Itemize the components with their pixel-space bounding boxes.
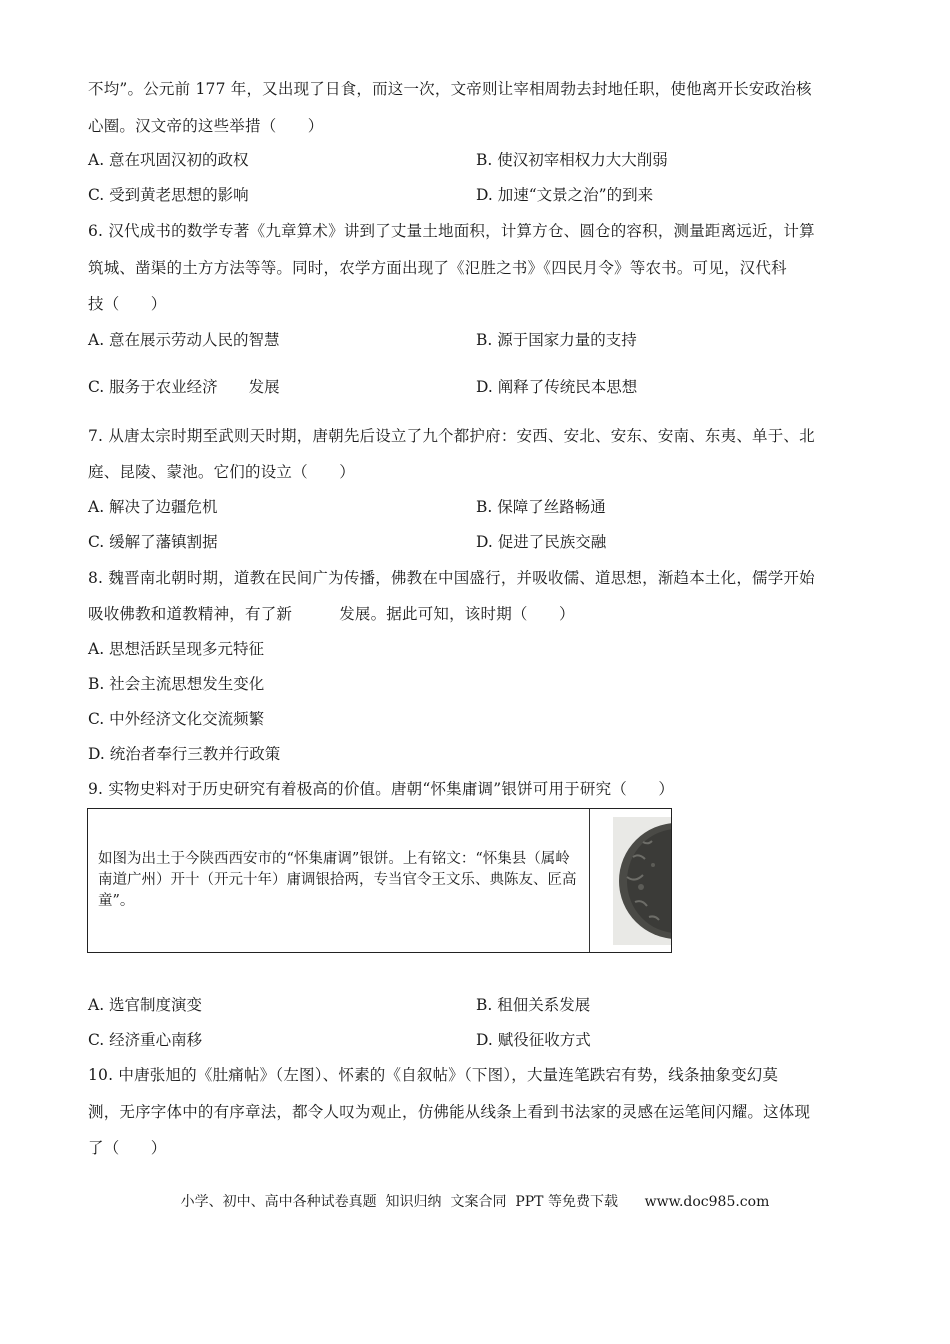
- q5-stem-line1: 不均”。公元前 177 年，又出现了日食，而这一次，文帝则让宰相周勃去封地任职，使他离开长安政治核: [88, 80, 812, 98]
- q8-option-c: C. 中外经济文化交流频繁: [88, 710, 265, 728]
- q9-option-b: B. 租佃关系发展: [476, 996, 591, 1014]
- q6-option-a: A. 意在展示劳动人民的智慧: [88, 331, 280, 349]
- q9-stem-line1: 9. 实物史料对于历史研究有着极高的价值。唐朝“怀集庸调”银饼可用于研究（ ）: [88, 780, 675, 798]
- q8-option-a: A. 思想活跃呈现多元特征: [88, 640, 265, 658]
- q5-option-b: B. 使汉初宰相权力大大削弱: [476, 151, 668, 169]
- q5-option-c: C. 受到黄老思想的影响: [88, 186, 249, 204]
- q10-stem-line2: 测，无序字体中的有序章法，都令人叹为观止，仿佛能从线条上看到书法家的灵感在运笔间闪耀。这体现: [88, 1103, 811, 1121]
- q9-material-text: 如图为出土于今陕西西安市的“怀集庸调”银饼。上有铭文：“怀集县（属岭南道广州）开十（开元十年）庸调银拾两，专当官令王文乐、典陈友、匠高童”。: [98, 851, 577, 909]
- q9-option-a: A. 选官制度演变: [88, 996, 203, 1014]
- q6-stem-line2: 筑城、凿渠的土方方法等等。同时，农学方面出现了《氾胜之书》《四民月令》等农书。可见，汉代科: [88, 259, 787, 277]
- page-footer: 小学、初中、高中各种试卷真题 知识归纳 文案合同 PPT 等免费下载 www.doc985.com: [180, 1194, 770, 1210]
- q10-stem-line1: 10. 中唐张旭的《肚痛帖》（左图）、怀素的《自叙帖》（下图），大量连笔跌宕有势，线条抽象变幻莫: [88, 1066, 779, 1084]
- q6-stem-line3: 技（ ）: [88, 295, 167, 313]
- q7-stem-line2: 庭、昆陵、蒙池。它们的设立（ ）: [88, 463, 355, 481]
- q8-stem-line1: 8. 魏晋南北朝时期，道教在民间广为传播，佛教在中国盛行，并吸收儒、道思想，渐趋本土化，儒学开始: [88, 569, 815, 587]
- q9-box-divider: [589, 809, 590, 952]
- q7-option-a: A. 解决了边疆危机: [88, 498, 218, 516]
- q5-option-d: D. 加速“文景之治”的到来: [476, 186, 654, 204]
- q6-option-b: B. 源于国家力量的支持: [476, 331, 637, 349]
- q8-option-b: B. 社会主流思想发生变化: [88, 675, 265, 693]
- q9-material-box: [87, 808, 672, 953]
- q9-option-d: D. 赋役征收方式: [476, 1031, 591, 1049]
- q8-stem-line2: 吸收佛教和道教精神，有了新 发展。据此可知，该时期（ ）: [88, 605, 575, 623]
- q8-option-d: D. 统治者奉行三教并行政策: [88, 745, 281, 763]
- q9-option-c: C. 经济重心南移: [88, 1031, 203, 1049]
- q5-stem-line2: 心圈。汉文帝的这些举措（ ）: [88, 117, 324, 135]
- q7-option-d: D. 促进了民族交融: [476, 533, 607, 551]
- q6-option-c: C. 服务于农业经济 发展: [88, 378, 280, 396]
- q7-option-c: C. 缓解了藩镇割据: [88, 533, 218, 551]
- q7-stem-line1: 7. 从唐太宗时期至武则天时期，唐朝先后设立了九个都护府：安西、安北、安东、安南、东夷、单于、北: [88, 427, 815, 445]
- q10-stem-line3: 了（ ）: [88, 1139, 167, 1157]
- q6-option-d: D. 阐释了传统民本思想: [476, 378, 638, 396]
- q5-option-a: A. 意在巩固汉初的政权: [88, 151, 249, 169]
- silver-cake-image: [613, 817, 671, 945]
- q6-stem-line1: 6. 汉代成书的数学专著《九章算术》讲到了丈量土地面积，计算方仓、圆仓的容积，测量距离远近，计算: [88, 222, 815, 240]
- q7-option-b: B. 保障了丝路畅通: [476, 498, 606, 516]
